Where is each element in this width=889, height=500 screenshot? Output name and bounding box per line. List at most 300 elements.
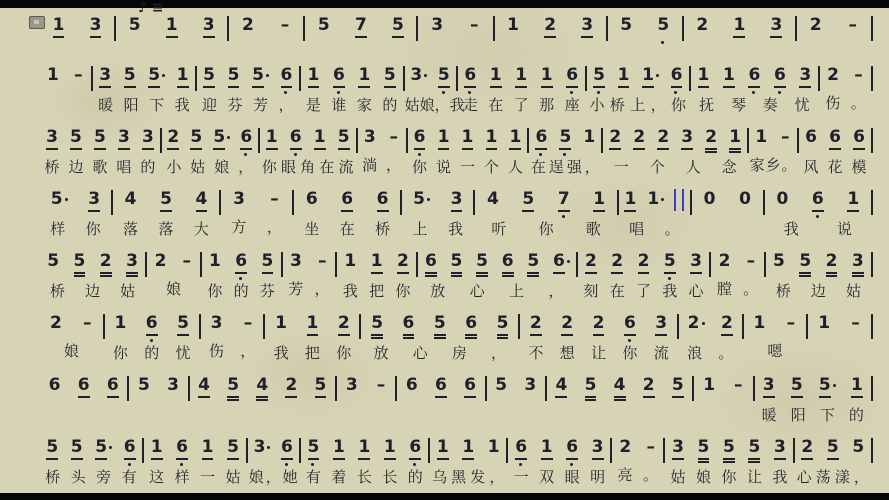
note-3: 3 — [655, 313, 667, 336]
note-5: 5 — [177, 313, 189, 336]
lyric-char: 荡 — [815, 468, 831, 486]
note-1: 1 — [647, 189, 659, 210]
dash-note: – — [786, 313, 796, 333]
note-6: 6 — [341, 189, 353, 212]
lyric-char: 你 — [622, 344, 638, 362]
dash-note: – — [280, 15, 290, 35]
measure — [744, 313, 807, 361]
note-5: 5 — [227, 375, 239, 398]
note-1: 1 — [266, 127, 278, 150]
note-5: 5 — [213, 127, 225, 150]
lyric-char: 的 — [382, 96, 398, 114]
measure — [487, 375, 545, 396]
lyric-char: 的 — [233, 282, 249, 300]
note-1: 1 — [371, 251, 383, 274]
measure — [40, 65, 91, 86]
lyric-line — [408, 156, 528, 177]
lyric-char: 个 — [649, 158, 665, 176]
note-6: 6 — [671, 65, 683, 88]
lyric-line — [197, 94, 299, 115]
note-2: 2 — [49, 313, 62, 333]
measure — [587, 65, 689, 115]
dash-note: – — [646, 437, 655, 457]
barline — [871, 66, 873, 91]
lyric-char: 黑 — [451, 468, 467, 486]
note-2: 2 — [338, 313, 350, 336]
note-6: 6 — [48, 375, 61, 395]
measure — [144, 437, 246, 487]
note-6: 6 — [566, 437, 578, 460]
lyric-line — [749, 154, 797, 175]
measure — [430, 437, 506, 487]
augmentation-dot — [427, 198, 430, 201]
measure — [619, 189, 690, 239]
lyric-char: 迎 — [202, 96, 218, 114]
lyric-char: 样 — [174, 468, 190, 486]
measure — [361, 313, 518, 363]
lyric-char: 琴 — [730, 96, 746, 114]
measure — [766, 251, 871, 301]
note-7: 7 — [558, 189, 570, 212]
note-2: 2 — [100, 251, 112, 274]
lyric-char: 人 — [685, 158, 701, 176]
note-6: 6 — [624, 313, 636, 336]
note-3: 3 — [431, 15, 444, 35]
lyric-char: 桥 — [609, 96, 625, 114]
dash-note: – — [82, 313, 92, 333]
note-5: 5 — [773, 251, 785, 271]
note-5: 5 — [559, 127, 571, 150]
note-6: 6 — [502, 251, 514, 274]
lyric-char: 漾 — [834, 468, 850, 486]
lyric-line — [40, 340, 103, 361]
lyric-line — [529, 156, 601, 177]
measure — [105, 313, 199, 363]
measure — [337, 375, 395, 396]
lyric-char: 桥 — [50, 282, 66, 300]
note-4: 4 — [196, 189, 208, 212]
note-1: 1 — [509, 127, 521, 150]
note-5: 5 — [522, 189, 534, 212]
note-5: 5 — [94, 127, 106, 150]
note-1: 1 — [202, 437, 214, 460]
lyric-char: 模 — [851, 158, 867, 176]
note-1: 1 — [384, 437, 396, 460]
measure — [529, 127, 601, 177]
note-6: 6 — [566, 65, 578, 88]
octave-dot-below — [668, 277, 671, 280]
note-1: 1 — [166, 15, 178, 38]
lyric-line — [795, 466, 871, 487]
note-5: 5 — [46, 437, 58, 460]
dash-note: – — [376, 375, 386, 395]
dash-note: – — [317, 251, 327, 271]
lyric-line — [294, 218, 400, 239]
measure — [603, 127, 747, 177]
lyric-char: 。 — [743, 280, 759, 298]
lyric-char: 在 — [339, 220, 355, 238]
lyric-char: 抚 — [699, 96, 715, 114]
lyric-char: 。 — [718, 344, 734, 362]
notation-row — [40, 437, 873, 487]
lyric-char: 方 — [231, 218, 247, 236]
lyric-char: 座 — [564, 96, 580, 114]
lyric-char: 你 — [412, 158, 428, 176]
note-5: 5 — [413, 189, 425, 210]
lyric-char: ， — [650, 96, 666, 114]
note-1: 1 — [438, 127, 450, 150]
barline — [871, 252, 873, 277]
dash-note: – — [470, 15, 479, 35]
measure — [418, 251, 576, 301]
lyric-char: 让 — [591, 344, 607, 362]
lyric-char: 你 — [207, 282, 223, 300]
measure — [684, 15, 795, 38]
lyric-char: 我 — [783, 220, 799, 238]
lyric-line — [711, 278, 764, 299]
measure — [402, 189, 473, 239]
lyric-char: 让 — [746, 468, 762, 486]
note-3: 3 — [167, 375, 179, 395]
note-6: 6 — [124, 437, 136, 460]
barline — [871, 190, 873, 215]
augmentation-dot — [109, 446, 112, 449]
lyric-line — [113, 218, 219, 239]
note-1: 1 — [487, 437, 500, 457]
lyric-char: 。 — [664, 220, 680, 238]
barline — [871, 376, 873, 401]
note-3: 3 — [345, 375, 358, 395]
note-5: 5 — [137, 375, 150, 395]
octave-dot-below — [628, 339, 631, 342]
lyric-char: 眼 — [564, 468, 580, 486]
note-6: 6 — [403, 313, 415, 336]
note-6: 6 — [78, 375, 90, 398]
note-5: 5 — [657, 15, 669, 36]
lyric-char: 你 — [336, 344, 352, 362]
octave-dot-below — [150, 339, 153, 342]
lyric-char: 她 — [282, 468, 298, 486]
lyric-char: 小 — [589, 96, 605, 114]
lyric-line — [361, 342, 518, 363]
note-1: 1 — [583, 127, 596, 147]
lyric-line — [402, 218, 473, 239]
note-3: 3 — [46, 127, 58, 150]
app-logo-inner — [34, 20, 39, 24]
lyric-line — [147, 278, 200, 299]
lyric-line — [587, 94, 689, 115]
note-1: 1 — [275, 313, 287, 333]
dash-note: – — [781, 127, 790, 147]
measure — [202, 251, 281, 301]
lyric-char: 一 — [613, 158, 629, 176]
measure — [397, 375, 484, 398]
lyric-line — [612, 464, 663, 485]
lyric-char: 明 — [590, 468, 606, 486]
note-3: 3 — [142, 127, 154, 150]
note-4: 4 — [614, 375, 626, 398]
measure — [129, 375, 187, 396]
note-2: 2 — [561, 313, 573, 336]
note-5: 5 — [128, 15, 141, 35]
lyric-line — [520, 342, 677, 363]
note-1: 1 — [344, 251, 357, 271]
lyric-char: 浪 — [687, 344, 703, 362]
augmentation-dot — [567, 260, 570, 263]
note-2: 2 — [657, 127, 669, 150]
note-6: 6 — [553, 251, 565, 274]
note-5: 5 — [203, 65, 215, 88]
lyric-char: 家 — [356, 96, 372, 114]
note-3: 3 — [672, 437, 684, 460]
note-2: 2 — [643, 375, 655, 398]
lyric-char: 姑 — [190, 158, 206, 176]
lyric-char: 流 — [653, 344, 669, 362]
note-5: 5 — [252, 65, 264, 88]
lyric-line — [765, 218, 871, 239]
octave-dot-below — [661, 41, 664, 44]
note-7: 7 — [355, 15, 367, 38]
lyric-char: 的 — [140, 158, 156, 176]
note-3: 3 — [88, 189, 100, 212]
note-1: 1 — [753, 313, 766, 333]
note-6: 6 — [812, 189, 824, 212]
note-2: 2 — [705, 127, 717, 150]
note-6: 6 — [281, 437, 293, 460]
lyric-char: 样 — [50, 220, 66, 238]
lyric-line — [40, 466, 142, 487]
lyric-char: 。 — [781, 156, 797, 174]
lyric-char: 伤 — [825, 94, 841, 112]
lyric-char: 阳 — [123, 96, 139, 114]
note-3: 3 — [363, 127, 376, 147]
lyric-line — [144, 466, 246, 487]
note-6: 6 — [414, 127, 426, 150]
lyric-char: 把 — [369, 282, 385, 300]
measure — [691, 65, 818, 115]
lyric-char: 我 — [342, 282, 358, 300]
note-1: 1 — [624, 189, 636, 212]
note-3: 3 — [774, 437, 786, 460]
note-5: 5 — [791, 375, 803, 398]
lyric-char: 你 — [538, 220, 554, 238]
note-5: 5 — [748, 437, 760, 460]
lyric-char: 把 — [304, 344, 320, 362]
lyric-char: 眼 — [280, 158, 296, 176]
note-2: 2 — [827, 65, 839, 85]
barline — [871, 314, 873, 339]
note-5: 5 — [451, 251, 463, 274]
lyric-char: 忧 — [175, 344, 191, 362]
note-6: 6 — [377, 189, 389, 212]
note-1: 1 — [462, 437, 474, 460]
lyric-char: 发 — [470, 468, 486, 486]
note-2: 2 — [718, 251, 731, 271]
note-5: 5 — [315, 375, 327, 398]
note-3: 3 — [799, 65, 811, 88]
note-6: 6 — [240, 127, 252, 150]
measure — [608, 15, 682, 36]
lyric-line — [679, 342, 742, 363]
lyric-char: 头 — [70, 468, 86, 486]
measure — [40, 251, 145, 301]
lyric-char: 暖 — [98, 96, 114, 114]
note-5: 5 — [819, 375, 831, 398]
note-1: 1 — [733, 15, 745, 38]
note-2: 2 — [593, 313, 605, 336]
lyric-char: 芳 — [288, 280, 304, 298]
measure — [283, 251, 336, 299]
note-5: 5 — [799, 251, 811, 274]
notation-row — [40, 127, 873, 177]
measure — [93, 65, 195, 115]
lyric-char: 的 — [144, 344, 160, 362]
lyric-line — [691, 94, 818, 115]
note-1: 1 — [358, 437, 370, 460]
note-2: 2 — [688, 313, 700, 334]
measure — [40, 375, 127, 398]
measure — [265, 313, 359, 363]
note-3: 3 — [592, 437, 604, 460]
lyric-char: 你 — [721, 468, 737, 486]
lyric-char: 一 — [513, 468, 529, 486]
lyric-char: 乌 — [432, 468, 448, 486]
measure — [820, 65, 871, 113]
note-6: 6 — [146, 313, 158, 336]
note-3: 3 — [118, 127, 130, 150]
note-6: 6 — [425, 251, 437, 274]
note-6: 6 — [464, 65, 476, 88]
measure — [113, 189, 219, 239]
octave-dot-below — [418, 153, 421, 156]
note-3: 3 — [524, 375, 537, 395]
lyric-char: 听 — [491, 220, 507, 238]
lyric-char: 落 — [123, 220, 139, 238]
note-3: 3 — [90, 15, 102, 38]
lyric-char: 姑 — [404, 96, 420, 114]
measure — [578, 251, 709, 301]
lyric-char: ， — [584, 158, 600, 176]
measure — [248, 437, 299, 487]
measure — [808, 313, 871, 334]
note-1: 1 — [851, 375, 863, 398]
measure — [458, 65, 585, 115]
lyric-char: 的 — [407, 468, 423, 486]
note-5: 5 — [227, 437, 239, 460]
note-2: 2 — [242, 15, 254, 35]
augmentation-dot — [656, 74, 659, 77]
lyric-char: 长 — [382, 468, 398, 486]
lyric-char: 落 — [158, 220, 174, 238]
lyric-char: 不 — [528, 344, 544, 362]
lyric-char: 你 — [671, 96, 687, 114]
measure — [201, 313, 264, 361]
note-5: 5 — [371, 313, 383, 336]
note-6: 6 — [305, 189, 318, 209]
lyric-char: 个 — [483, 158, 499, 176]
note-6: 6 — [176, 437, 188, 460]
lyric-line — [619, 218, 690, 239]
measure — [795, 437, 871, 487]
measure — [408, 127, 528, 177]
note-1: 1 — [114, 313, 127, 333]
note-2: 2 — [609, 127, 621, 150]
note-5: 5 — [672, 375, 684, 398]
lyric-char: 芬 — [227, 96, 243, 114]
lyric-char: 阳 — [790, 406, 806, 424]
lyric-char: 我 — [447, 220, 463, 238]
measure — [749, 127, 797, 175]
lyric-char: 心 — [412, 344, 428, 362]
lyric-char: 娘 — [63, 342, 79, 360]
lyric-char: 流 — [338, 158, 354, 176]
lyric-char: 我 — [662, 282, 678, 300]
measure — [711, 251, 764, 299]
barline — [871, 16, 873, 41]
dash-note: – — [270, 189, 279, 209]
measure — [229, 15, 303, 36]
measure — [301, 437, 428, 487]
lyric-char: 芬 — [259, 282, 275, 300]
note-5: 5 — [585, 375, 597, 398]
lyric-char: 姑 — [845, 282, 861, 300]
note-6: 6 — [515, 437, 527, 460]
note-6: 6 — [774, 65, 786, 88]
measure — [418, 15, 492, 36]
notation-row — [40, 313, 873, 363]
lyric-char: ， — [853, 468, 869, 486]
note-2: 2 — [809, 15, 822, 35]
note-6: 6 — [805, 127, 817, 147]
note-6: 6 — [409, 437, 421, 460]
lyric-char: ， — [434, 96, 450, 114]
lyric-char: 这 — [149, 468, 165, 486]
note-4: 4 — [256, 375, 268, 398]
octave-dot-below — [337, 91, 340, 94]
note-5: 5 — [384, 65, 396, 88]
note-1: 1 — [490, 65, 502, 88]
lyric-char: 姑 — [225, 468, 241, 486]
note-1: 1 — [818, 313, 831, 333]
note-5: 5 — [593, 65, 605, 88]
lyric-char: 。 — [850, 94, 866, 112]
measure — [197, 65, 299, 115]
measure — [404, 65, 465, 115]
lyric-char: 旁 — [96, 468, 112, 486]
note-2: 2 — [544, 15, 556, 38]
dash-note: – — [182, 251, 192, 271]
lyric-char: ， — [266, 218, 282, 236]
barline — [871, 128, 873, 153]
lyric-line — [162, 156, 258, 177]
lyric-char: 有 — [121, 468, 137, 486]
note-2: 2 — [826, 251, 838, 274]
lyric-char: 边 — [85, 282, 101, 300]
measure — [294, 189, 400, 239]
measure — [679, 313, 742, 363]
lyric-char: 了 — [513, 96, 529, 114]
note-6: 6 — [465, 313, 477, 336]
note-1: 1 — [515, 65, 527, 88]
note-5: 5 — [51, 189, 63, 210]
lyric-char: 你 — [112, 344, 128, 362]
lyric-line — [744, 340, 807, 361]
lyric-char: 大 — [193, 220, 209, 238]
dash-note: – — [848, 15, 857, 35]
lyric-line — [430, 466, 506, 487]
note-5: 5 — [434, 313, 446, 336]
lyric-line — [301, 94, 403, 115]
